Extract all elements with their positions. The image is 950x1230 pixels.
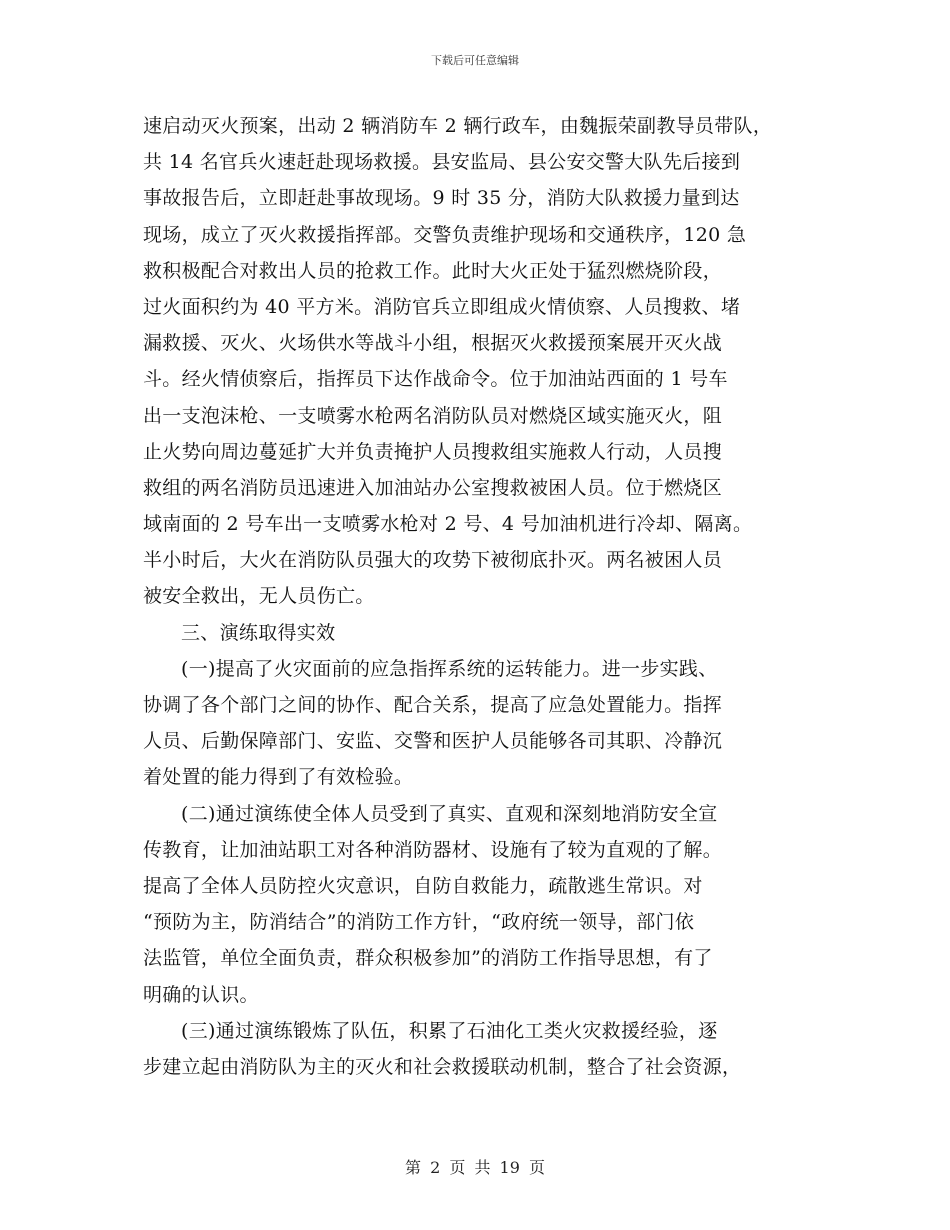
text-line: 步建立起由消防队为主的灭火和社会救援联动机制，整合了社会资源， — [143, 1055, 742, 1078]
section-heading: 三、演练取得实效 — [181, 621, 336, 644]
text-line: 协调了各个部门之间的协作、配合关系，提高了应急处置能力。指挥 — [143, 694, 723, 716]
text-line: 半小时后，大火在消防队员强大的攻势下被彻底扑灭。两名被困人员 — [143, 549, 723, 572]
text-line: 漏救援、灭火、火场供水等战斗小组，根据灭火救援预案展开灭火战 — [143, 332, 723, 355]
text-line: “预防为主，防消结合”的消防工作方针，“政府统一领导，部门依 — [143, 911, 695, 934]
text-line: 着处置的能力得到了有效检验。 — [143, 766, 414, 789]
text-line: 传教育，让加油站职工对各种消防器材、设施有了较为直观的了解。 — [143, 838, 723, 861]
page-header: 下载后可任意编辑 — [431, 54, 519, 67]
text-line: 救组的两名消防员迅速进入加油站办公室搜救被困人员。位于燃烧区 — [143, 476, 723, 499]
text-line: 明确的认识。 — [143, 983, 259, 1006]
page-number: 第 2 页 共 19 页 — [405, 1158, 545, 1177]
text-line: 出一支泡沫枪、一支喷雾水枪两名消防队员对燃烧区域实施灭火，阻 — [143, 404, 723, 427]
text-line: 救积极配合对救出人员的抢救工作。此时大火正处于猛烈燃烧阶段， — [143, 259, 723, 282]
text-line: 被安全救出，无人员伤亡。 — [143, 585, 375, 608]
text-line: 止火势向周边蔓延扩大并负责掩护人员搜救组实施救人行动，人员搜 — [143, 440, 723, 463]
text-line: 提高了全体人员防控火灾意识，自防自救能力，疏散逃生常识。对 — [143, 874, 703, 897]
text-line: 域南面的 2 号车出一支喷雾水枪对 2 号、4 号加油机进行冷却、隔离。 — [143, 513, 753, 536]
paragraph-start: (二)通过演练使全体人员受到了真实、直观和深刻地消防安全宣 — [181, 802, 718, 825]
text-line: 速启动灭火预案，出动 2 辆消防车 2 辆行政车，由魏振荣副教导员带队， — [143, 115, 773, 137]
text-line: 现场，成立了灭火救援指挥部。交警负责维护现场和交通秩序，120 急 — [143, 223, 747, 246]
paragraph-start: (三)通过演练锻炼了队伍，积累了石油化工类火灾救援经验，逐 — [181, 1019, 718, 1042]
text-line: 人员、后勤保障部门、安监、交警和医护人员能够各司其职、冷静沉 — [143, 730, 723, 753]
text-line: 斗。经火情侦察后，指挥员下达作战命令。位于加油站西面的 1 号车 — [143, 368, 728, 391]
text-line: 事故报告后，立即赶赴事故现场。9 时 35 分，消防大队救援力量到达 — [143, 187, 740, 210]
document-body — [143, 108, 813, 1085]
text-line: 共 14 名官兵火速赶赴现场救援。县安监局、县公安交警大队先后接到 — [143, 151, 741, 174]
paragraph-start: (一)提高了火灾面前的应急指挥系统的运转能力。进一步实践、 — [181, 657, 718, 680]
text-line: 法监管，单位全面负责，群众积极参加”的消防工作指导思想，有了 — [143, 947, 713, 970]
text-line: 过火面积约为 40 平方米。消防官兵立即组成火情侦察、人员搜救、堵 — [143, 295, 741, 318]
